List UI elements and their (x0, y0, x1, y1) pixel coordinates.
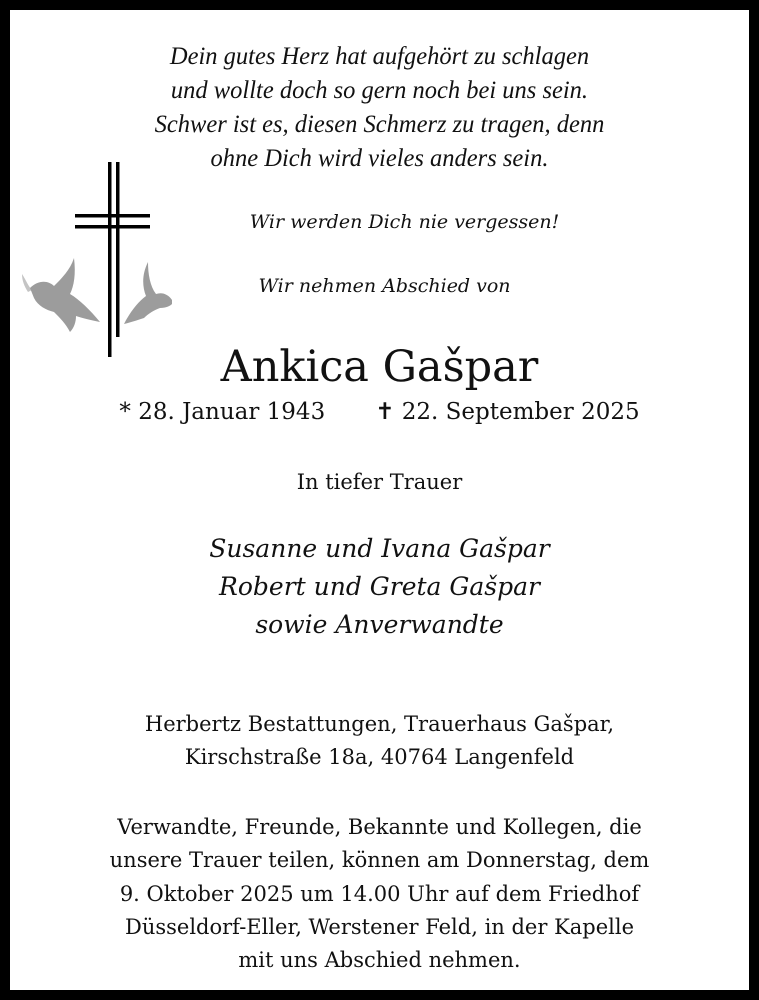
cross-with-doves-icon (18, 162, 183, 357)
mourner-line: Susanne und Ivana Gašpar (209, 534, 550, 563)
ceremony-line: Düsseldorf-Eller, Werstener Feld, in der Kapelle (124, 915, 635, 939)
ceremony-line: mit uns Abschied nehmen. (238, 948, 521, 972)
farewell-intro: Wir nehmen Abschied von (258, 275, 511, 297)
funeral-home-address: Kirschstraße 18a, 40764 Langenfeld (184, 745, 575, 769)
mourner-line: Robert und Greta Gašpar (219, 572, 540, 601)
poem-line: Dein gutes Herz hat aufgehört zu schlagen (169, 43, 590, 70)
poem-line: und wollte doch so gern noch bei uns sein. (170, 77, 589, 104)
funeral-home-name: Herbertz Bestattungen, Trauerhaus Gašpar, (144, 712, 615, 736)
ceremony-line: unsere Trauer teilen, können am Donnerstag, dem (109, 848, 650, 872)
poem-line: Schwer ist es, diesen Schmerz zu tragen, denn (154, 111, 605, 138)
mourning-label: In tiefer Trauer (296, 470, 463, 494)
birth-date: * 28. Januar 1943 (119, 399, 326, 425)
life-dates (0, 399, 759, 425)
ceremony-line: Verwandte, Freunde, Bekannte und Kollegen, die (117, 815, 642, 839)
ceremony-line: 9. Oktober 2025 um 14.00 Uhr auf dem Friedhof (119, 882, 640, 906)
poem-line: ohne Dich wird vieles anders sein. (210, 145, 549, 172)
mourner-line: sowie Anverwandte (255, 610, 504, 639)
death-date: ✝ 22. September 2025 (375, 399, 640, 425)
memory-line: Wir werden Dich nie vergessen! (249, 211, 560, 233)
deceased-name: Ankica Gašpar (220, 342, 539, 392)
